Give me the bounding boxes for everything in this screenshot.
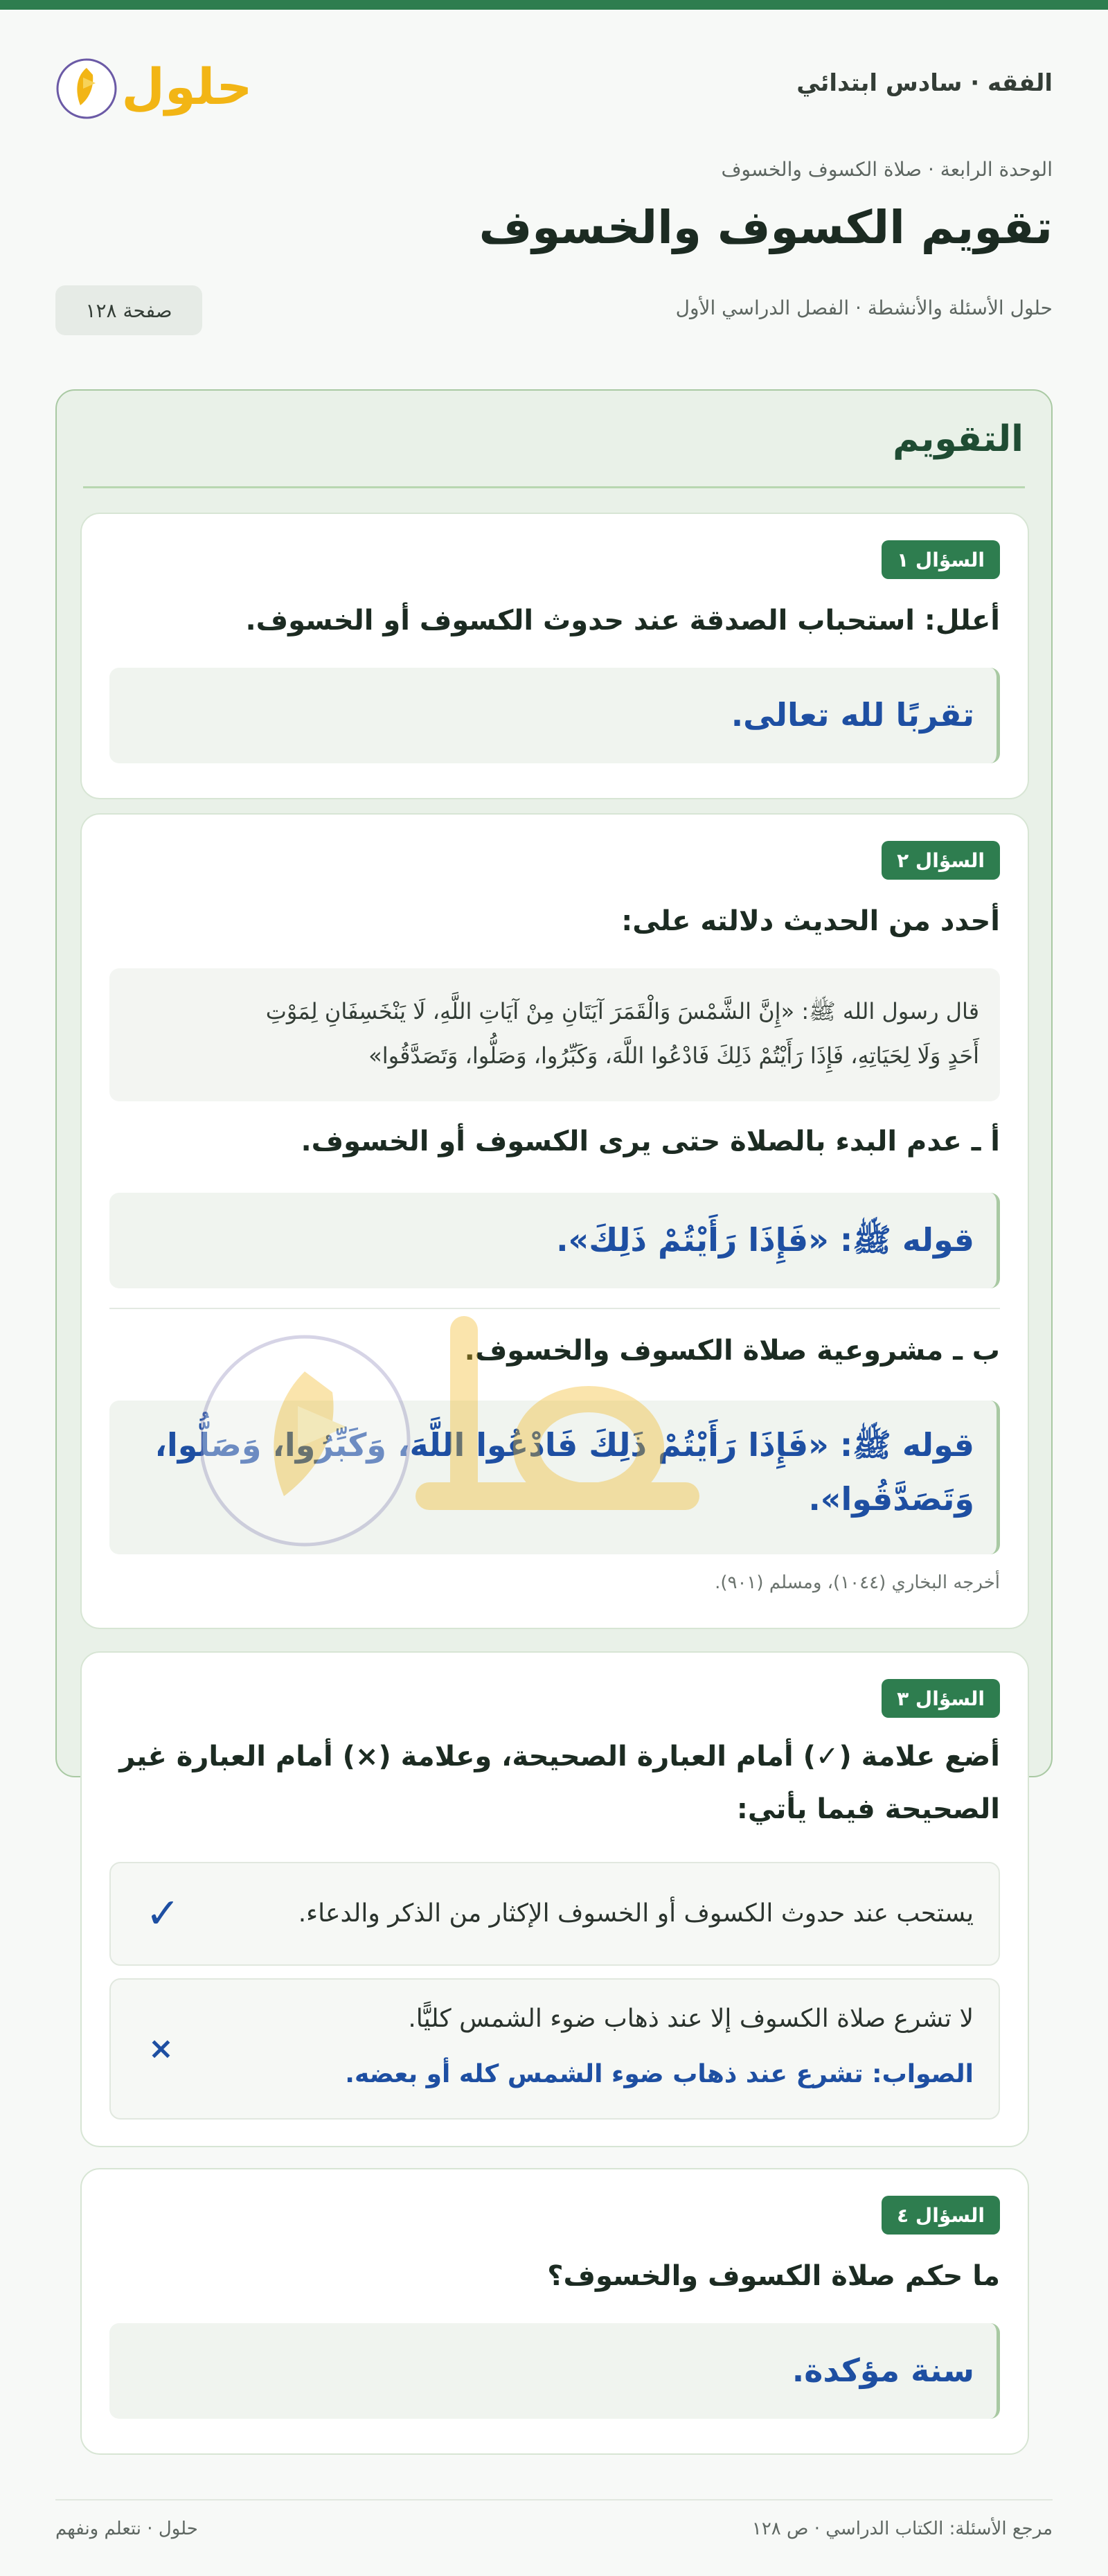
top-accent-bar — [0, 0, 1108, 10]
answer-box — [109, 668, 1000, 763]
footer-reference: مرجع الأسئلة: الكتاب الدراسي · ص ١٢٨ — [751, 2519, 1053, 2539]
answer-b-line-2: وَتَصَدَّقُوا». — [808, 1480, 974, 1518]
hadith-line-1: قال رسول الله ﷺ: «إِنَّ الشَّمْسَ وَالْقَمَرَ آيَتَانِ مِنْ آيَاتِ اللَّهِ، لَا يَنْخَسِفَانِ لِمَوْتِ — [265, 998, 979, 1024]
statement-correction: الصواب: تشرع عند ذهاب ضوء الشمس كله أو بعضه. — [345, 2060, 974, 2088]
section-divider — [83, 486, 1025, 488]
answer-text: تقربًا لله تعالى. — [731, 696, 974, 734]
footer-divider — [55, 2499, 1053, 2501]
question-text: أحدد من الحديث دلالته على: — [621, 905, 1000, 937]
hulool-logo[interactable] — [55, 48, 249, 125]
question-card-2 — [80, 813, 1029, 1629]
logo-wordmark: حلول — [121, 57, 249, 116]
hadith-quote-box — [109, 968, 1000, 1101]
question-text: ما حكم صلاة الكسوف والخسوف؟ — [547, 2260, 1000, 2292]
check-mark-icon: ✓ — [145, 1890, 181, 1938]
part-b-text: ب ـ مشروعية صلاة الكسوف والخسوف. — [464, 1335, 1000, 1367]
answer-a-text: قوله ﷺ: «فَإِذَا رَأَيْتُمْ ذَلِكَ». — [556, 1221, 974, 1259]
answer-box-b — [109, 1401, 1000, 1554]
question-card-1 — [80, 513, 1029, 799]
answer-b-line-1: قوله ﷺ: «فَإِذَا رَأَيْتُمْ ذَلِكَ فَادْعُوا اللَّهَ، وَكَبِّرُوا، وَصَلُّوا، — [154, 1426, 974, 1464]
page-number-badge: صفحة ١٢٨ — [55, 285, 202, 335]
statement-row-1 — [109, 1862, 1000, 1966]
question-card-4 — [80, 2168, 1029, 2455]
answer-box — [109, 2323, 1000, 2419]
question-text-line-2: الصحيحة فيما يأتي: — [736, 1793, 1000, 1825]
hadith-line-2: أَحَدٍ وَلَا لِحَيَاتِهِ، فَإِذَا رَأَيْتُمْ ذَلِكَ فَادْعُوا اللَّهَ، وَكَبِّرُوا، وَصَلُّوا، وَتَصَدَّقُوا» — [368, 1042, 979, 1069]
part-divider — [109, 1308, 1000, 1309]
footer-tagline: حلول · نتعلم ونفهم — [55, 2519, 198, 2539]
question-card-3 — [80, 1651, 1029, 2147]
assessment-section — [55, 389, 1053, 2389]
answer-box-a — [109, 1193, 1000, 1288]
statement-text: لا تشرع صلاة الكسوف إلا عند ذهاب ضوء الشمس كليًّا. — [408, 2005, 974, 2033]
question-text: أعلل: استحباب الصدقة عند حدوث الكسوف أو الخسوف. — [245, 605, 1000, 637]
page-header — [55, 48, 1053, 125]
logo-graphic — [55, 48, 249, 125]
subject-label: الفقه · سادس ابتدائي — [796, 69, 1053, 97]
breadcrumb: الوحدة الرابعة · صلاة الكسوف والخسوف — [721, 158, 1053, 181]
question-badge: السؤال ٤ — [882, 2196, 1000, 2235]
page-title: تقويم الكسوف والخسوف — [479, 201, 1053, 254]
statement-text: يستحب عند حدوث الكسوف أو الخسوف الإكثار من الذكر والدعاء. — [298, 1899, 974, 1928]
part-a-text: أ ـ عدم البدء بالصلاة حتى يرى الكسوف أو الخسوف. — [301, 1126, 1000, 1157]
cross-mark-icon: × — [148, 2031, 174, 2066]
statement-row-2 — [109, 1978, 1000, 2120]
question-text-line-1: أضع علامة (✓) أمام العبارة الصحيحة، وعلامة (×) أمام العبارة غير — [119, 1741, 1000, 1773]
hadith-reference: أخرجه البخاري (١٠٤٤)، ومسلم (٩٠١). — [715, 1572, 1000, 1593]
answer-text: سنة مؤكدة. — [792, 2352, 974, 2389]
question-badge: السؤال ٣ — [882, 1679, 1000, 1718]
question-badge: السؤال ١ — [882, 540, 1000, 579]
page-subinfo: حلول الأسئلة والأنشطة · الفصل الدراسي الأول — [675, 296, 1053, 319]
section-title: التقويم — [893, 418, 1024, 460]
question-badge: السؤال ٢ — [882, 841, 1000, 880]
